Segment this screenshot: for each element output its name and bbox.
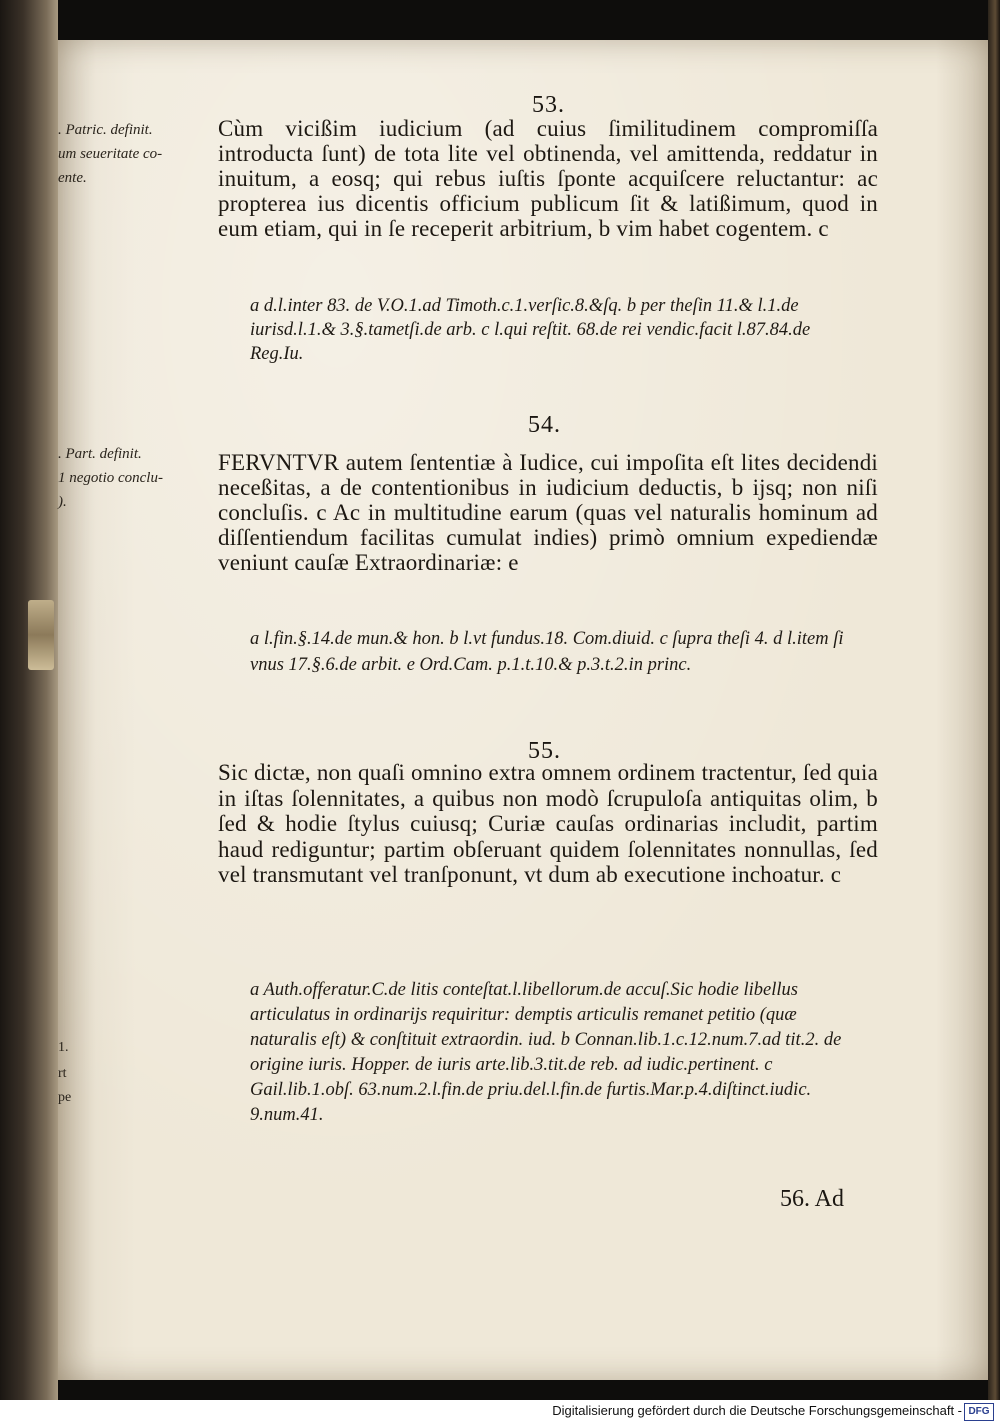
section-number-55: 55. [528,738,561,764]
paragraph-55: Sic dictæ, non quaſi omnino extra omnem ordinem tractentur, ſed quia in iſtas ſolennitates, a quibus non modò ſcrupuloſa antiquitas olim, b ſed & hodie ſtylus cuiusq; Curiæ cauſas ordinarias includit, partim haud rediguntur; partim obſeruant quidem ſolennitates nonnullas, ſed vel transmutant vel tranſponunt, vt dum ab executione inchoatur. c [218,760,878,887]
paragraph-54: FERVNTVR autem ſententiæ à Iudice, cui impoſita eſt lites decidendi neceßitas, a de contentionibus in iudicium deductis, b ijsq; non niſi concluſis. c Ac in multitudine earum (quas vel naturalis hominum ad diſſentiendum facilitas cumulat indies) primò omnium expediendæ veniunt cauſæ Extraordinariæ: e [218,450,878,575]
margin-note-53: . Patric. definit. um seueritate co- ente. [58,122,163,186]
paragraph-53: Cùm vicißim iudicium (ad cuius ſimilitudinem compromiſſa introducta ſunt) de tota lite vel obtinenda, vel amittenda, reddatur in inuitum, a eosq; qui rebus iuſtis ſponte acquiſcere reluctantur: ac propterea ius dicentis officium publicum ſit & latißimum, quod in eum etiam, qui in ſe receperit arbitrium, b vim habet cogentem. c [218,116,878,241]
book-spine [0,0,58,1423]
margin-note-54: . Part. definit. 1 negotio conclu- ). [58,446,163,510]
footnotes-54: a l.fin.§.14.de mun.& hon. b l.vt fundus.18. Com.diuid. c ſupra theſi 4. d l.item ſi vnus 17.§.6.de arbit. e Ord.Cam. p.1.t.10.& p.3.t.2.in princ. [250,629,844,675]
margin-fragment-3: pe [58,1090,72,1105]
margin-fragment-2: rt [58,1066,67,1081]
section-number-54: 54. [528,412,561,438]
margin-fragment-1: 1. [58,1040,69,1055]
footnotes-53: a d.l.inter 83. de V.O.1.ad Timoth.c.1.verſic.8.&ſq. b per theſin 11.& l.1.de iurisd.l.1.& 3.§.tametſi.de arb. c l.qui reſtit. 68.de rei vendic.facit l.87.84.de Reg.Iu. [250,296,811,364]
footer-bar [0,1400,1000,1423]
footnotes-55: a Auth.offeratur.C.de litis conteſtat.l.libellorum.de accuſ.Sic hodie libellus articulatus in ordinarijs requiritur: demptis articulis remanet petitio (quæ naturalis eſt) & conſtituit extraordin. iud. b Connan.lib.1.c.12.num.7.ad tit.2. de origine iuris. Hopper. de iuris arte.lib.3.tit.de reb. ad iudic.pertinent. c Gail.lib.1.obſ. 63.num.2.l.fin.de priu.del.l.fin.de furtis.Mar.p.4.diſtinct.iudic. 9.num.41. [250,980,842,1125]
catchword: 56. Ad [780,1186,845,1212]
binding-clasp [28,600,54,670]
dfg-logo: DFG [964,1403,994,1421]
footer-credit: Digitalisierung gefördert durch die Deutsche Forschungsgemeinschaft - [552,1403,962,1418]
page-edge [988,0,1000,1423]
section-number-53: 53. [532,92,565,118]
